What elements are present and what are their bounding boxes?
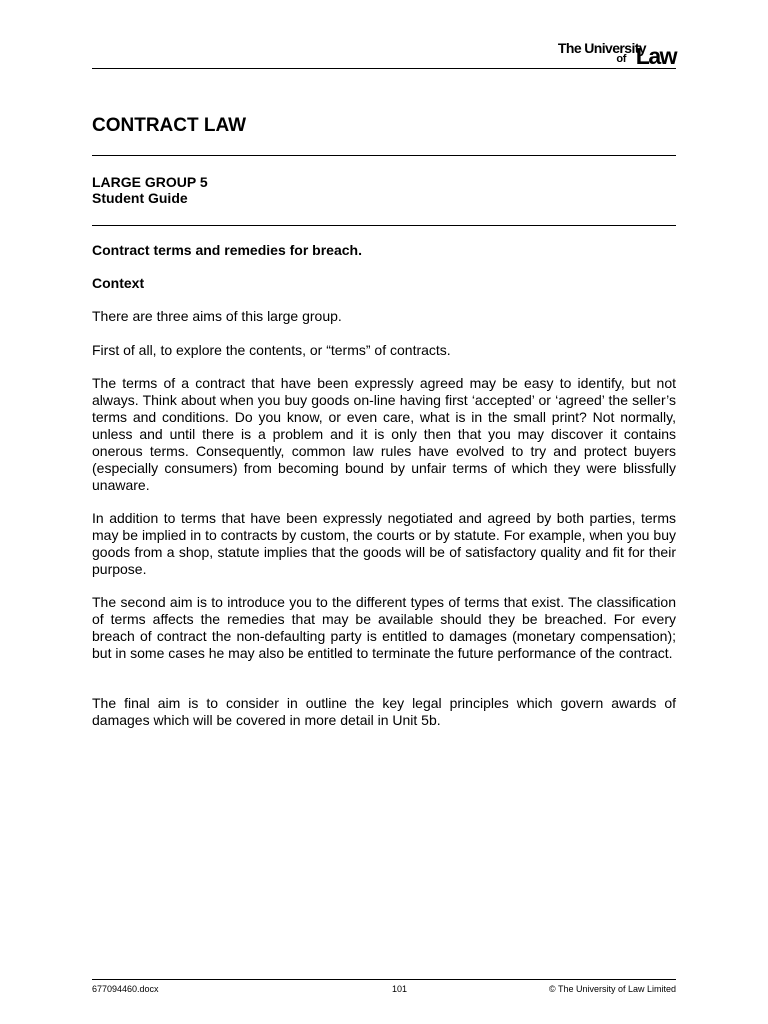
logo-text-of: of xyxy=(616,53,626,65)
footer-rule xyxy=(92,979,676,980)
header-rule xyxy=(92,68,676,69)
footer-filename: 677094460.docx xyxy=(92,984,159,994)
context-heading: Context xyxy=(92,275,145,291)
title-rule xyxy=(92,155,676,156)
document-title: CONTRACT LAW xyxy=(92,115,247,136)
guide-heading: Student Guide xyxy=(92,190,188,206)
paragraph-aims: There are three aims of this large group. xyxy=(92,308,342,324)
footer-copyright: © The University of Law Limited xyxy=(548,984,676,994)
university-logo xyxy=(536,38,676,68)
section-rule xyxy=(92,225,676,226)
paragraph-express-terms: The terms of a contract that have been expressly agreed may be easy to identify, but not always. Think about when you buy goods on-line having first ‘accepted’ or ‘agreed’ the seller’s terms and conditions. Do you know, or even care, what is in the small print? Not normally, unless and until there is a problem and it is only then that you may discover it contains onerous terms. Consequently, common law rules have evolved to try and protect buyers (especially consumers) from becoming bound by unfair terms of which they were blissfully unaware. xyxy=(92,375,676,493)
topic-heading: Contract terms and remedies for breach. xyxy=(92,242,362,258)
paragraph-implied-terms: In addition to terms that have been expressly negotiated and agreed by both parties, terms may be implied in to contracts by custom, the courts or by statute. For example, when you buy goods from a shop, statute implies that the goods will be of satisfactory quality and fit for their purpose. xyxy=(92,510,676,577)
footer-page-number: 101 xyxy=(392,984,408,994)
document-page xyxy=(92,0,676,1024)
logo-text-university: The University xyxy=(557,40,646,56)
group-heading: LARGE GROUP 5 xyxy=(92,174,208,190)
paragraph-final-aim: The final aim is to consider in outline the key legal principles which govern awards of damages which will be covered in more detail in Unit 5b. xyxy=(92,695,676,728)
logo-text-law: Law xyxy=(635,43,676,69)
paragraph-second-aim: The second aim is to introduce you to the different types of terms that exist. The classification of terms affects the remedies that may be available should they be breached. For every breach of contract the non-defaulting party is entitled to damages (monetary compensation); but in some cases he may also be entitled to terminate the future performance of the contract. xyxy=(92,594,676,661)
paragraph-first-aim: First of all, to explore the contents, or “terms” of contracts. xyxy=(92,342,451,358)
